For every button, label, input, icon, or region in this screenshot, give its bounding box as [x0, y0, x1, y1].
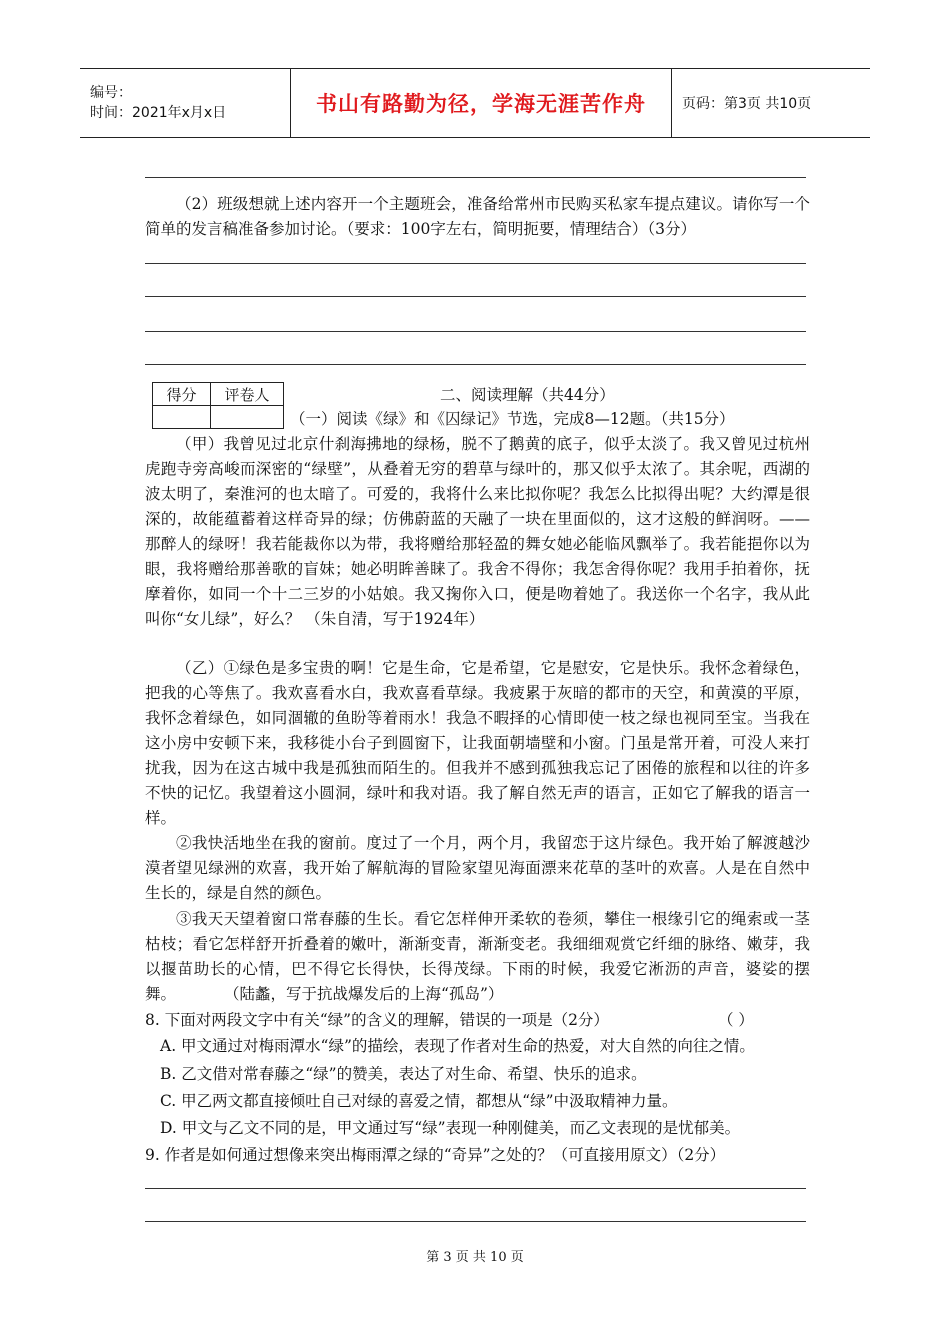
- header-page-info: [672, 69, 870, 137]
- answer-line[interactable]: [145, 1188, 806, 1189]
- score-table: [152, 382, 284, 429]
- answer-line[interactable]: [145, 331, 806, 332]
- option-b[interactable]: B. 乙文借对常春藤之“绿”的赞美，表达了对生命、希望、快乐的追求。: [160, 1065, 647, 1083]
- page-footer: 第 3 页 共 10 页: [426, 1250, 524, 1265]
- header-meta: [80, 69, 290, 137]
- task2-prompt: （2）班级想就上述内容开一个主题班会，准备给常州市民购买私家车提点建议。请你写一个简单的发言稿准备参加讨论。（要求：100字左右，简明扼要，情理结合）（3分）: [145, 195, 810, 238]
- question-8: [145, 1008, 609, 1033]
- option-d[interactable]: D. 甲文与乙文不同的是，甲文通过写“绿”表现一种刚健美，而乙文表现的是忧郁美。: [160, 1119, 741, 1137]
- passage-yi-2: ②我快活地坐在我的窗前。度过了一个月，两个月，我留恋于这片绿色。我开始了解渡越沙漠者望见绿洲的欢喜，我开始了解航海的冒险家望见海面漂来花草的茎叶的欢喜。人是在自然中生长的，绿是自然的颜色。: [145, 834, 810, 902]
- section-title: 二、阅读理解（共44分）: [440, 386, 615, 404]
- page-info-text: 页码：第3页 共10页: [682, 96, 812, 112]
- passage-jia: （甲）我曾见过北京什刹海拂地的绿杨，脱不了鹅黄的底子，似乎太淡了。我又曾见过杭州虎跑寺旁高峻而深密的“绿壁”，从叠着无穷的碧草与绿叶的，那又似乎太浓了。其余呢，西湖的波太明了，秦淮河的也太暗了。可爱的，我将什么来比拟你呢？我怎么比拟得出呢？大约潭是很深的，故能蕴蓄着这样奇异的绿；仿佛蔚蓝的天融了一块在里面似的，这才这般的鲜润呀。——那醉人的绿呀！我若能裁你以为带，我将赠给那轻盈的舞女她必能临风飘举了。我若能挹你以为眼，我将赠给那善歌的盲妹；她必明眸善睐了。我舍不得你；我怎舍得你呢？我用手拍着你，抚摩着你，如同一个十二三岁的小姑娘。我又掬你入口，便是吻着她了。我送你一个名字，我从此叫你“女儿绿”，好么？ （朱自清，写于1924年）: [145, 435, 810, 628]
- passage-yi-3-text: ③我天天望着窗口常春藤的生长。看它怎样伸开柔软的卷须，攀住一根缘引它的绳索或一茎枯枝；看它怎样舒开折叠着的嫩叶，渐渐变青，渐渐变老。我细细观赏它纤细的脉络、嫩芽，我以揠苗助长的心情，巴不得它长得快，长得茂绿。下雨的时候，我爱它淅沥的声音，婆娑的摆舞。: [145, 910, 810, 1003]
- score-cell[interactable]: [153, 406, 211, 429]
- grader-cell[interactable]: [211, 406, 284, 429]
- header-motto: [290, 69, 672, 137]
- option-a[interactable]: A. 甲文通过对梅雨潭水“绿”的描绘，表现了作者对生命的热爱，对大自然的向往之情。: [160, 1037, 755, 1055]
- score-header: 得分: [153, 383, 211, 406]
- answer-line[interactable]: [145, 296, 806, 297]
- option-c[interactable]: C. 甲乙两文都直接倾吐自己对绿的喜爱之情，都想从“绿”中汲取精神力量。: [160, 1092, 678, 1110]
- passage-yi-3-source: （陆蠡，写于抗战爆发后的上海“孤岛”）: [224, 985, 504, 1003]
- motto-text: 书山有路勤为径，学海无涯苦作舟: [316, 92, 646, 116]
- question-9: 9. 作者是如何通过想像来突出梅雨潭之绿的“奇异”之处的？（可直接用原文）（2分）: [145, 1146, 726, 1164]
- answer-line[interactable]: [145, 263, 806, 264]
- answer-line[interactable]: [145, 364, 806, 365]
- answer-line[interactable]: [145, 1221, 806, 1222]
- answer-line[interactable]: [145, 177, 806, 178]
- passage-yi-3: [145, 907, 810, 1007]
- page-header: [80, 68, 870, 138]
- passage-yi-1: （乙）①绿色是多宝贵的啊！它是生命，它是希望，它是慰安，它是快乐。我怀念着绿色，把我的心等焦了。我欢喜看水白，我欢喜看草绿。我疲累于灰暗的都市的天空，和黄漠的平原，我怀念着绿色，如同涸辙的鱼盼等着雨水！我急不暇择的心情即使一枝之绿也视同至宝。当我在这小房中安顿下来，我移徙小台子到圆窗下，让我面朝墙壁和小窗。门虽是常开着，可没人来打扰我，因为在这古城中我是孤独而陌生的。但我并不感到孤独我忘记了困倦的旅程和以往的许多不快的记忆。我望着这小圆洞，绿叶和我对语。我了解自然无声的语言，正如它了解我的语言一样。: [145, 659, 810, 827]
- grader-header: 评卷人: [211, 383, 284, 406]
- question-8-text: 8. 下面对两段文字中有关“绿”的含义的理解，错误的一项是（2分）: [145, 1011, 609, 1029]
- time-label: 时间：2021年x月x日: [90, 105, 227, 121]
- question-8-blank[interactable]: （ ）: [718, 1011, 754, 1029]
- section-subtitle: （一）阅读《绿》和《囚绿记》节选，完成8—12题。（共15分）: [290, 410, 735, 428]
- number-label: 编号：: [90, 85, 132, 101]
